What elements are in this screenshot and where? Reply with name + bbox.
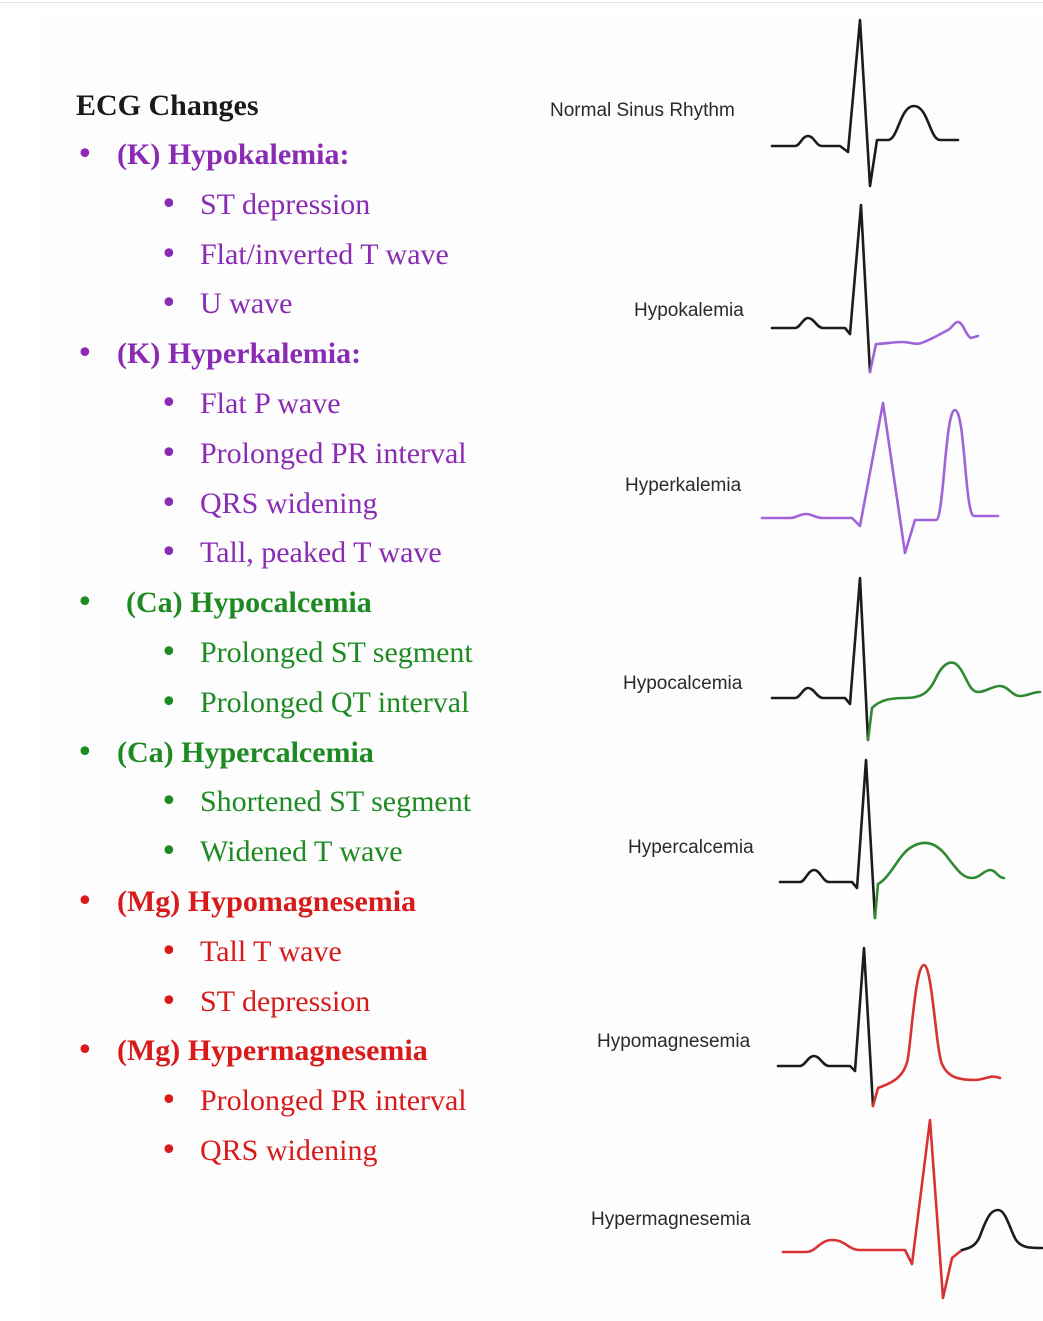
page-title: ECG Changes (76, 89, 259, 122)
bullet-icon: • (160, 1133, 178, 1168)
waveform-label: Hypermagnesemia (591, 1209, 751, 1230)
bullet-icon: • (76, 137, 94, 172)
finding-label: Flat P wave (200, 387, 341, 420)
ecg-waveform-trace (772, 578, 868, 740)
category-label: (Ca) Hypocalcemia (126, 586, 372, 620)
finding-label: QRS widening (200, 486, 378, 520)
bullet-icon: • (160, 983, 178, 1019)
ecg-waveform-trace (868, 663, 1040, 740)
ecg-waveform-trace (962, 1210, 1042, 1250)
waveform-label: Hypomagnesemia (597, 1031, 751, 1052)
ecg-waveform-trace (772, 205, 870, 372)
waveform-label: Hypokalemia (634, 300, 744, 321)
waveform-label: Hypocalcemia (623, 673, 743, 694)
finding-label: ST depression (200, 984, 371, 1018)
finding-label: QRS widening (200, 1134, 378, 1167)
finding-label: Prolonged ST segment (200, 636, 473, 669)
ecg-waveform-trace (873, 965, 1000, 1106)
finding-label: Widened T wave (200, 835, 403, 869)
finding-label: Flat/inverted T wave (200, 237, 449, 271)
finding-label: Prolonged PR interval (200, 1084, 467, 1118)
bullet-icon: • (160, 1083, 178, 1119)
ecg-waveform-trace (778, 948, 873, 1106)
finding-label: Prolonged QT interval (200, 685, 470, 719)
ecg-waveform-trace (783, 1120, 962, 1298)
category-label: (Mg) Hypermagnesemia (117, 1034, 428, 1068)
bullet-icon: • (76, 336, 94, 372)
ecg-waveform-trace (875, 843, 1004, 918)
bullet-icon: • (76, 884, 94, 919)
ecg-waveform-trace (870, 322, 978, 372)
ecg-waveform-trace (762, 403, 998, 553)
bullet-icon: • (160, 535, 178, 571)
bullet-icon: • (160, 684, 178, 720)
bullet-icon: • (160, 784, 178, 820)
bullet-icon: • (76, 585, 94, 621)
bullet-icon: • (160, 386, 178, 421)
bullet-icon: • (160, 834, 178, 870)
waveform-label: Hyperkalemia (625, 475, 742, 496)
bullet-icon: • (160, 485, 178, 521)
bullet-icon: • (160, 286, 178, 322)
category-label: (K) Hyperkalemia: (117, 337, 362, 371)
waveform-label: Normal Sinus Rhythm (550, 100, 735, 121)
bullet-icon: • (160, 186, 178, 222)
finding-label: ST depression (200, 187, 371, 221)
finding-label: Prolonged PR interval (200, 436, 467, 470)
bullet-icon: • (160, 933, 178, 969)
bullet-icon: • (160, 435, 178, 471)
finding-label: U wave (200, 287, 293, 321)
bullet-icon: • (76, 1033, 94, 1069)
ecg-waveform-trace (780, 760, 875, 918)
finding-label: Shortened ST segment (200, 785, 472, 819)
bullet-icon: • (76, 734, 94, 770)
category-label: (Mg) Hypomagnesemia (117, 885, 417, 918)
bullet-icon: • (160, 635, 178, 670)
finding-label: Tall, peaked T wave (200, 536, 442, 570)
waveform-label: Hypercalcemia (628, 837, 754, 858)
category-label: (K) Hypokalemia: (117, 138, 350, 171)
finding-label: Tall T wave (200, 934, 342, 968)
ecg-waveform-trace (772, 20, 958, 186)
bullet-icon: • (160, 236, 178, 272)
category-label: (Ca) Hypercalcemia (117, 735, 374, 769)
